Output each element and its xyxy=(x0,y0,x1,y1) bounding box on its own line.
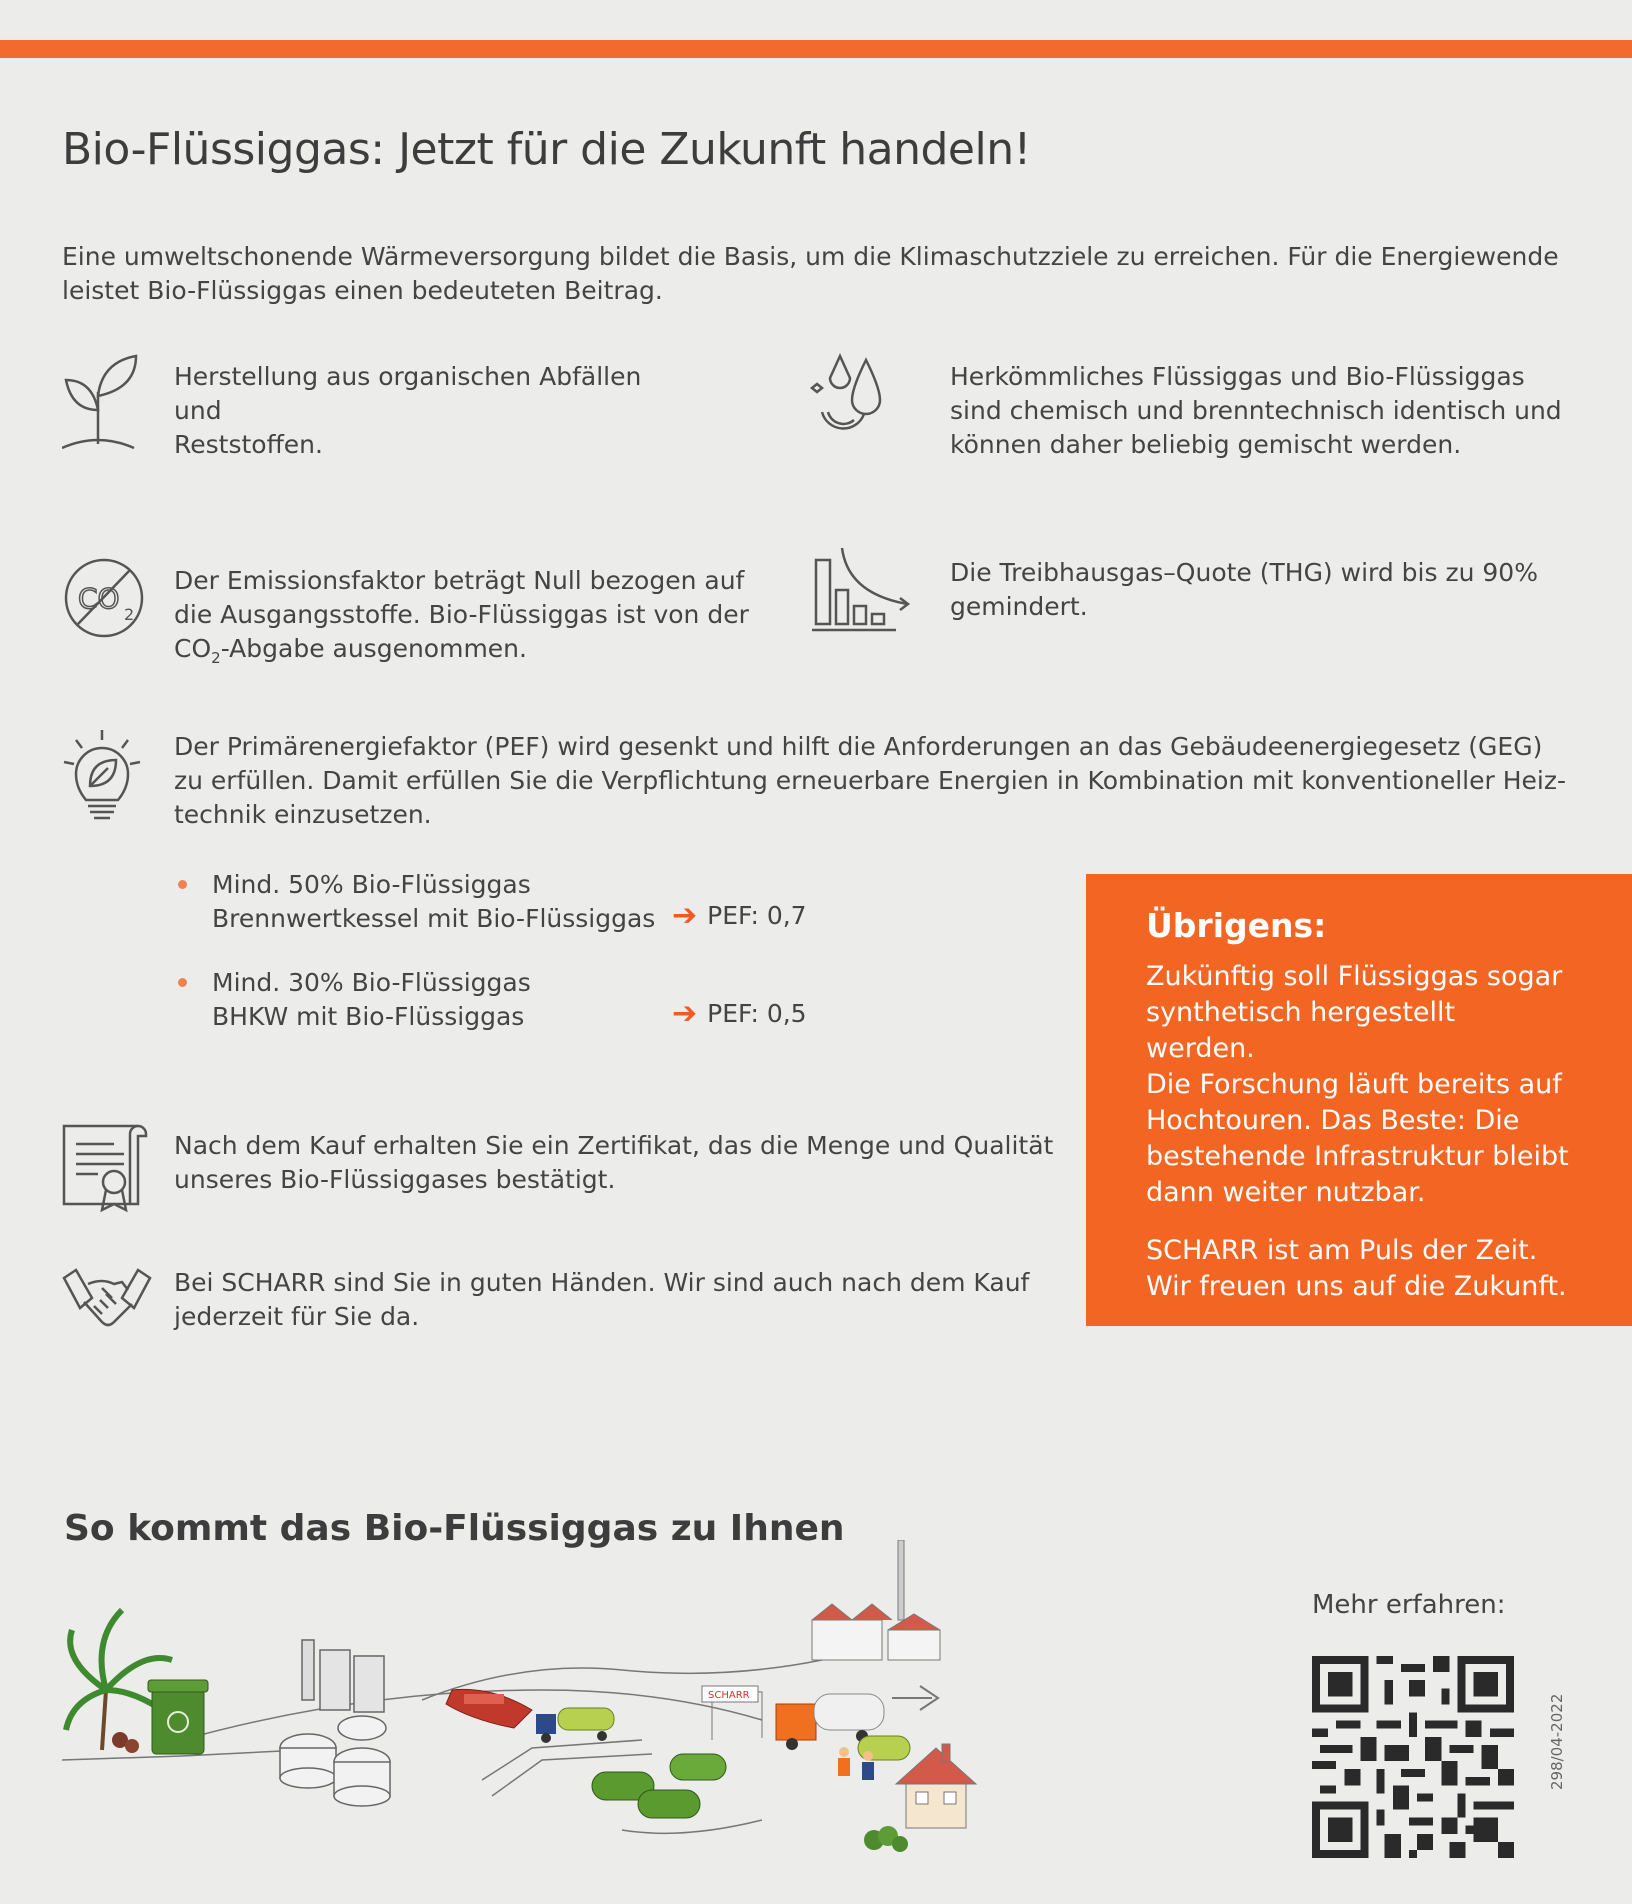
info-box-line: Zukünftig soll Flüssiggas sogar xyxy=(1146,961,1563,992)
info-box-paragraph-1 xyxy=(1146,959,1572,1211)
top-accent-bar xyxy=(0,40,1632,58)
bullet-line2: Brennwertkessel mit Bio-Flüssiggas xyxy=(212,904,656,933)
feature-identical-line2: sind chemisch und brenntechnisch identisch und xyxy=(950,396,1562,425)
bullet-line1: Mind. 50% Bio-Flüssiggas xyxy=(212,870,531,899)
house-icon xyxy=(896,1744,976,1828)
co2-prefix: CO xyxy=(174,634,212,663)
certificate-icon xyxy=(62,1120,150,1216)
feature-identical-line1: Herkömmliches Flüssiggas und Bio-Flüssiggas xyxy=(950,362,1525,391)
organic-bin-icon xyxy=(148,1680,208,1754)
feature-organic-line2: Reststoffen. xyxy=(174,430,323,459)
info-box-line: synthetisch hergestellt werden. xyxy=(1146,997,1456,1064)
document-code: 298/04-2022 xyxy=(1548,1693,1566,1790)
intro-text: Eine umweltschonende Wärmeversorgung bildet die Basis, um die Klimaschutzziele zu erreichen. Für die Energiewende leistet Bio-Flüssiggas einen bedeuteten Beitrag. xyxy=(62,242,1559,305)
info-box-heading: Übrigens: xyxy=(1146,906,1327,945)
qr-code[interactable] xyxy=(1312,1656,1514,1858)
delivery-truck-icon xyxy=(776,1686,938,1750)
workers-icon xyxy=(838,1747,874,1780)
bullet-line2: BHKW mit Bio-Flüssiggas xyxy=(212,1002,525,1031)
plant-sprout-icon xyxy=(62,352,142,452)
bullet-line1: Mind. 30% Bio-Flüssiggas xyxy=(212,968,531,997)
info-box xyxy=(1086,874,1632,1326)
section-subtitle: So kommt das Bio-Flüssiggas zu Ihnen xyxy=(64,1508,845,1549)
feature-pef-line3: technik einzusetzen. xyxy=(174,800,432,829)
svg-text:2: 2 xyxy=(124,605,135,624)
droplets-sparkle-icon xyxy=(808,352,898,452)
feature-pef-line2: zu erfüllen. Damit erfüllen Sie die Verpflichtung erneuerbare Energien in Kombination mit konventioneller Heiz- xyxy=(174,766,1567,795)
co2-subscript: 2 xyxy=(211,649,221,667)
info-box-line: SCHARR ist am Puls der Zeit. xyxy=(1146,1235,1538,1266)
info-box-line: Die Forschung läuft bereits auf xyxy=(1146,1069,1562,1100)
bullet-item xyxy=(212,868,655,936)
feature-thg-line1: Die Treibhausgas–Quote (THG) wird bis zu 90% xyxy=(950,558,1538,587)
pef-value-text: PEF: 0,7 xyxy=(707,901,807,930)
svg-text:CO: CO xyxy=(78,582,120,615)
feature-identical-line3: können daher beliebig gemischt werden. xyxy=(950,430,1462,459)
supply-chain-illustration xyxy=(62,1540,1062,1870)
lightbulb-leaf-icon xyxy=(62,730,146,826)
bushes-icon xyxy=(864,1826,908,1852)
feature-emission-line3 xyxy=(174,632,774,675)
feature-handshake-line1: Bei SCHARR sind Sie in guten Händen. Wir sind auch nach dem Kauf xyxy=(174,1268,1030,1297)
scharr-sign-label: SCHARR xyxy=(708,1690,750,1701)
pef-value xyxy=(672,898,807,933)
pef-value xyxy=(672,996,807,1031)
bullet-item xyxy=(212,966,531,1034)
biogas-plant-icon xyxy=(280,1640,390,1806)
info-box-line: bestehende Infrastruktur bleibt xyxy=(1146,1141,1569,1172)
info-box-paragraph-2 xyxy=(1146,1233,1572,1305)
storage-tanks-icon xyxy=(592,1686,762,1818)
feature-handshake-line2: jederzeit für Sie da. xyxy=(174,1302,420,1331)
no-co2-icon xyxy=(62,556,146,640)
info-box-line: dann weiter nutzbar. xyxy=(1146,1177,1426,1208)
feature-emission-line2: die Ausgangsstoffe. Bio-Flüssiggas ist von der xyxy=(174,600,749,629)
pef-value-text: PEF: 0,5 xyxy=(707,999,807,1028)
info-box-line: Hochtouren. Das Beste: Die xyxy=(1146,1105,1520,1136)
handshake-icon xyxy=(62,1262,152,1338)
co2-suffix: -Abgabe ausgenommen. xyxy=(220,634,527,663)
more-info-label: Mehr erfahren: xyxy=(1312,1590,1506,1620)
feature-pef-line1: Der Primärenergiefaktor (PEF) wird gesenkt und hilft die Anforderungen an das Gebäudeenergiegesetz (GEG) xyxy=(174,732,1543,761)
feature-certificate-line1: Nach dem Kauf erhalten Sie ein Zertifikat, das die Menge und Qualität xyxy=(174,1131,1054,1160)
feature-certificate-line2: unseres Bio-Flüssiggases bestätigt. xyxy=(174,1165,616,1194)
tanker-truck-icon xyxy=(536,1708,614,1743)
factory-icon xyxy=(812,1540,940,1660)
arrow-right-icon: ➔ xyxy=(672,898,698,933)
declining-bar-chart-icon xyxy=(808,548,918,638)
bullet-dot xyxy=(178,978,187,987)
arrow-right-icon: ➔ xyxy=(672,996,698,1031)
page-title: Bio-Flüssiggas: Jetzt für die Zukunft handeln! xyxy=(62,124,1031,175)
bullet-dot xyxy=(178,880,187,889)
tanker-ship-icon xyxy=(446,1689,532,1728)
feature-emission-line1: Der Emissionsfaktor beträgt Null bezogen auf xyxy=(174,566,745,595)
feature-thg-line2: gemindert. xyxy=(950,592,1088,621)
info-box-line: Wir freuen uns auf die Zukunft. xyxy=(1146,1271,1567,1302)
feature-organic-line1: Herstellung aus organischen Abfällen und xyxy=(174,362,642,425)
